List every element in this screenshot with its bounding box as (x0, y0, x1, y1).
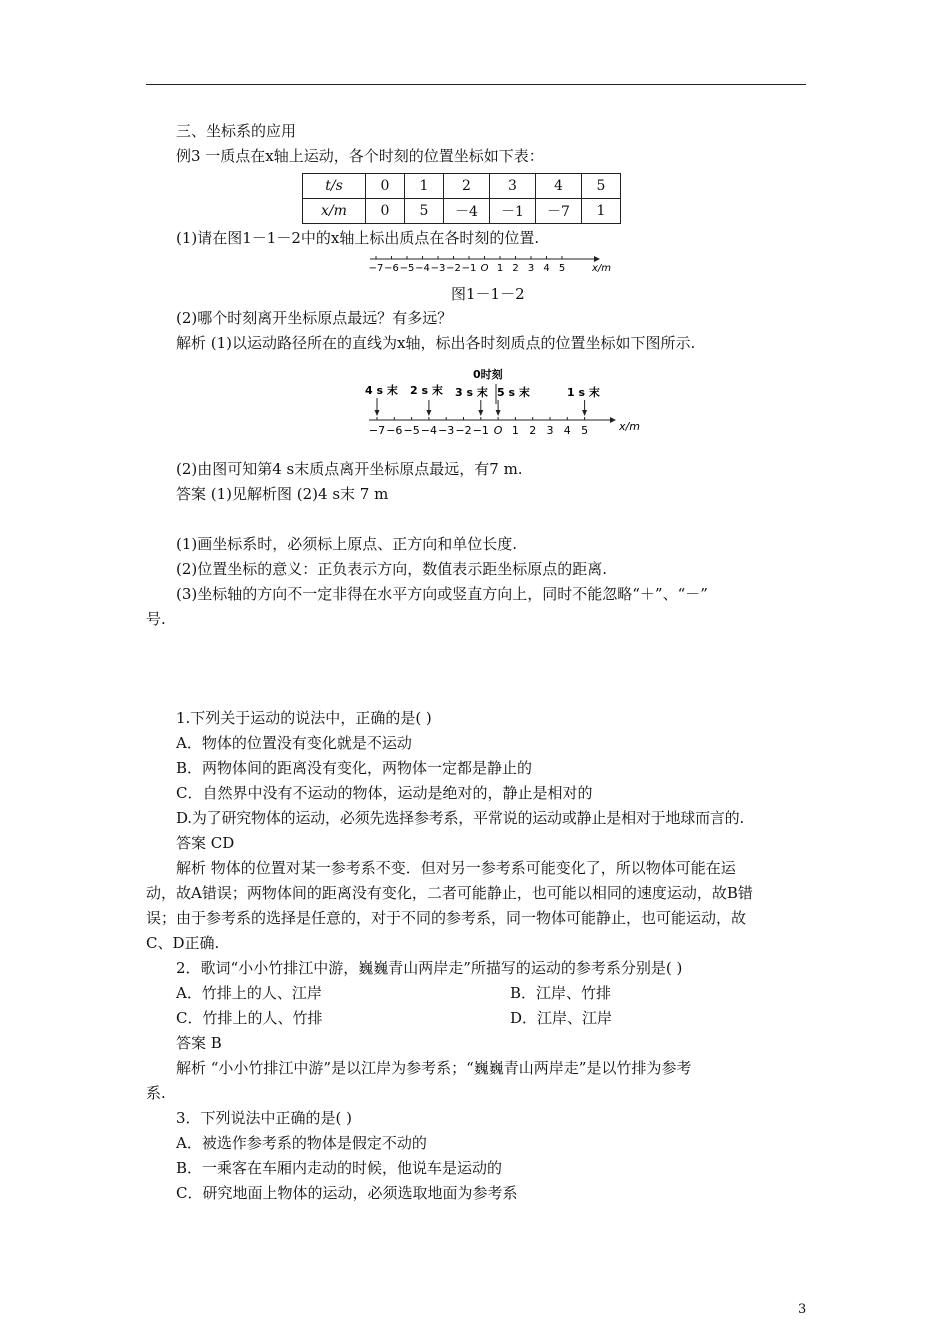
question-1: (1)请在图1－1－2中的x轴上标出质点在各时刻的位置. (176, 229, 540, 247)
tick-label: −1 (461, 263, 477, 274)
tick-label: −7 (368, 424, 386, 437)
section-title: 三、坐标系的应用 (176, 122, 297, 140)
tick-label: −2 (455, 424, 472, 437)
analysis-1: 解析 (1)以运动路径所在的直线为x轴，标出各时刻质点的位置坐标如下图所示. (176, 334, 696, 352)
tick-label: 2 (529, 424, 537, 437)
tick-label: −2 (446, 263, 461, 274)
tick-label: 1 (511, 424, 519, 437)
tick-label: −4 (420, 424, 438, 437)
axis-arrow (610, 417, 616, 423)
q2-analysis-line: 解析 “小小竹排江中游”是以江岸为参考系；“巍巍青山两岸走”是以竹排为参考 (176, 1059, 692, 1077)
q3-stem: 3．下列说法中正确的是( ) (176, 1109, 353, 1127)
note-1: (1)画坐标系时，必须标上原点、正方向和单位长度. (176, 535, 518, 553)
q1-analysis-line: 误；由于参考系的选择是任意的，对于不同的参考系，同一物体可能静止，也可能运动，故 (146, 909, 747, 927)
note-3-cont: 号. (146, 610, 166, 628)
number-line-figure (366, 254, 616, 278)
question-2: (2)哪个时刻离开坐标原点最远？有多远？ (176, 309, 453, 327)
table-cell: －7 (536, 199, 582, 224)
tick-label: 2 (512, 263, 519, 274)
table-cell: t/s (303, 174, 366, 199)
table-row (303, 199, 621, 224)
tick-label: −5 (399, 263, 415, 274)
tick-label: 5 (558, 263, 566, 274)
table-cell: －4 (444, 199, 490, 224)
position-arrowhead (375, 410, 380, 416)
axis-label: x/m (592, 263, 612, 274)
label-t4: 4 s 末 (365, 384, 398, 397)
table-cell: 5 (582, 174, 621, 199)
q1-option-a: A．物体的位置没有变化就是不运动 (176, 734, 412, 752)
q2-option-b: B．江岸、竹排 (510, 984, 612, 1002)
tick-label: −7 (368, 263, 384, 274)
tick-label: −3 (430, 263, 446, 274)
label-t2: 2 s 末 (410, 384, 443, 397)
table-cell: 5 (405, 199, 444, 224)
q1-analysis-line: C、D正确. (146, 934, 220, 952)
q2-option-c: C．竹排上的人、竹排 (176, 1009, 323, 1027)
table-cell: x/m (303, 199, 366, 224)
position-arrowhead (478, 410, 483, 416)
q2-stem: 2．歌词“小小竹排江中游，巍巍青山两岸走”所描写的运动的参考系分别是( ) (176, 959, 683, 977)
tick-label: 4 (563, 424, 571, 437)
table-cell: 1 (405, 174, 444, 199)
tick-label: −4 (415, 263, 430, 274)
tick-label: 3 (546, 424, 554, 437)
q3-option-c: C．研究地面上物体的运动，必须选取地面为参考系 (176, 1184, 518, 1202)
q1-stem: 1.下列关于运动的说法中，正确的是( ) (176, 709, 432, 727)
q1-option-c: C．自然界中没有不运动的物体，运动是绝对的，静止是相对的 (176, 784, 593, 802)
figure-caption: 图1－1－2 (451, 285, 525, 303)
tick-label: 1 (496, 263, 504, 274)
header-rule (146, 84, 806, 85)
tick-label: −3 (438, 424, 455, 437)
annotated-number-line (355, 364, 655, 440)
position-arrowhead (496, 410, 501, 416)
tick-label: 3 (527, 263, 535, 274)
label-t0: 0时刻 (473, 368, 503, 381)
q2-option-d: D．江岸、江岸 (510, 1009, 613, 1027)
tick-label: O (493, 424, 503, 437)
note-3: (3)坐标轴的方向不一定非得在水平方向或竖直方向上，同时不能忽略“＋”、“－” (176, 585, 708, 603)
q1-analysis-line: 解析 物体的位置对某一参考系不变．但对另一参考系可能变化了，所以物体可能在运 (176, 859, 736, 877)
position-arrowhead (582, 410, 587, 416)
tick-label: −6 (384, 263, 399, 274)
q1-answer: 答案 CD (176, 834, 235, 852)
example-intro: 例3 一质点在x轴上运动，各个时刻的位置坐标如下表： (176, 147, 544, 165)
q2-answer: 答案 B (176, 1034, 222, 1052)
table-cell: 2 (444, 174, 490, 199)
q1-analysis-line: 动，故A错误；两物体间的距离没有变化，二者可能静止，也可能以相同的速度运动，故B错 (146, 884, 753, 902)
tick-label: 4 (543, 263, 550, 274)
table-cell: 4 (536, 174, 582, 199)
q2-analysis-line: 系. (146, 1084, 166, 1102)
label-t1: 1 s 末 (567, 386, 600, 399)
q2-option-a: A．竹排上的人、江岸 (176, 984, 322, 1002)
position-arrowhead (426, 410, 431, 416)
example-answer: 答案 (1)见解析图 (2)4 s末 7 m (176, 485, 389, 503)
q1-option-d: D.为了研究物体的运动，必须先选择参考系，平常说的运动或静止是相对于地球而言的. (176, 809, 745, 827)
label-t3: 3 s 末 (455, 386, 488, 399)
tick-label: −5 (403, 424, 420, 437)
tick-label: O (480, 263, 489, 274)
page-number: 3 (798, 1302, 807, 1317)
tick-label: −1 (472, 424, 489, 437)
q3-option-b: B．一乘客在车厢内走动的时候，他说车是运动的 (176, 1159, 503, 1177)
table-cell: －1 (490, 199, 536, 224)
analysis-2: (2)由图可知第4 s末质点离开坐标原点最远，有7 m. (176, 460, 523, 478)
position-table (302, 173, 621, 224)
table-cell: 1 (582, 199, 621, 224)
label-t5: 5 s 末 (497, 386, 530, 399)
tick-label: −6 (386, 424, 403, 437)
axis-arrow (594, 256, 600, 262)
tick-label: 5 (581, 424, 589, 437)
q1-option-b: B．两物体间的距离没有变化，两物体一定都是静止的 (176, 759, 533, 777)
table-cell: 0 (366, 174, 405, 199)
table-cell: 0 (366, 199, 405, 224)
table-cell: 3 (490, 174, 536, 199)
note-2: (2)位置坐标的意义：正负表示方向，数值表示距坐标原点的距离. (176, 560, 608, 578)
q3-option-a: A．被选作参考系的物体是假定不动的 (176, 1134, 427, 1152)
table-row (303, 174, 621, 199)
axis-label: x/m (619, 420, 640, 433)
